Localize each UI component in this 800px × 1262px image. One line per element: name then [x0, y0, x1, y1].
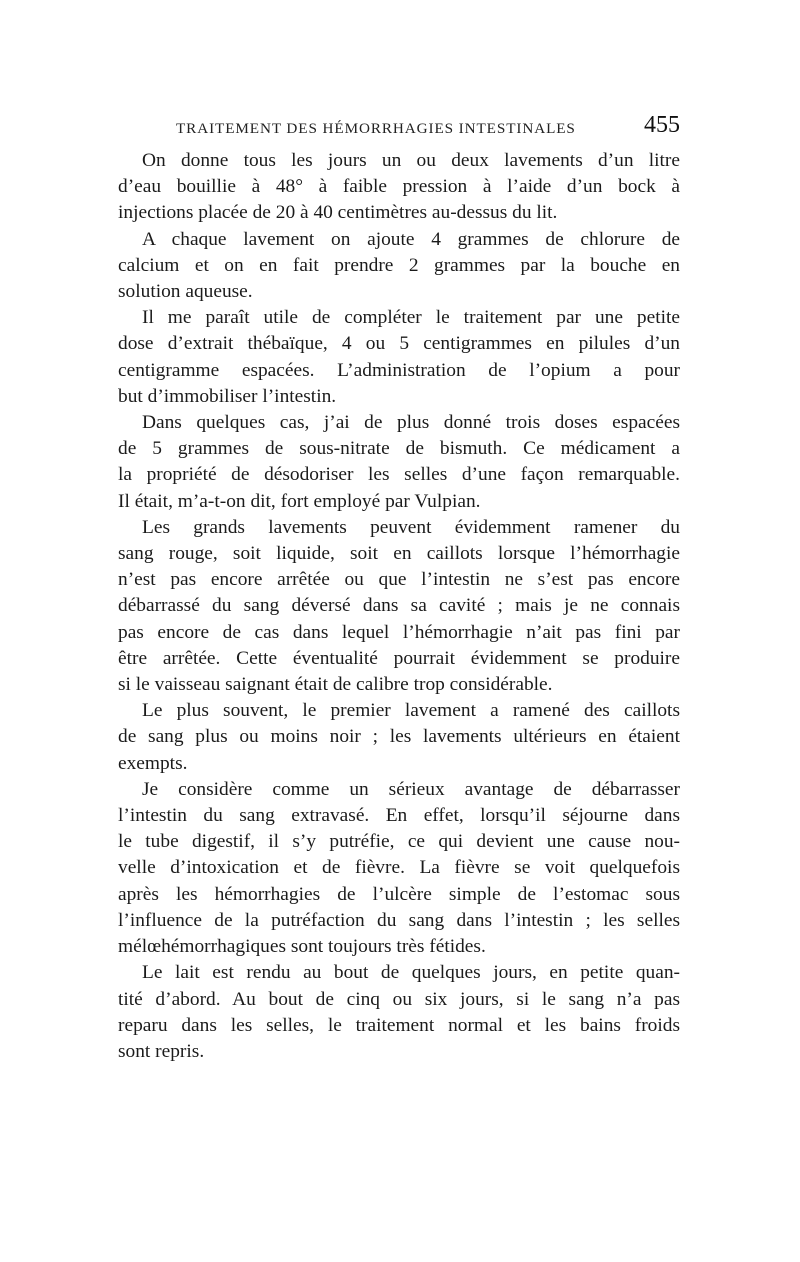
body-text [118, 148, 680, 1065]
text-line: Le plus souvent, le premier lavement a ramené des caillots [142, 700, 680, 722]
text-line: Dans quelques cas, j’ai de plus donné trois doses espacées [142, 412, 680, 434]
text-line: Je considère comme un sérieux avantage de débarrasser [142, 778, 680, 800]
text-line: solution aqueuse. [118, 281, 253, 303]
paragraph-8 [118, 960, 680, 1065]
running-head [118, 112, 680, 142]
running-title: TRAITEMENT DES HÉMORRHAGIES INTESTINALES [176, 120, 576, 137]
text-line: l’influence de la putréfaction du sang dans l’intestin ; les selles [118, 909, 680, 931]
text-line: injections placée de 20 à 40 centimètres au-dessus du lit. [118, 202, 558, 224]
text-line: but d’immobiliser l’intestin. [118, 385, 337, 407]
text-line: sont repris. [118, 1040, 205, 1062]
text-line: A chaque lavement on ajoute 4 grammes de chlorure de [142, 228, 680, 250]
text-line: Les grands lavements peuvent évidemment ramener du [142, 516, 680, 538]
text-line: Le lait est rendu au bout de quelques jours, en petite quan- [142, 962, 680, 984]
text-line: de 5 grammes de sous-nitrate de bismuth. Ce médicament a [118, 438, 680, 460]
text-line: le tube digestif, il s’y putréfie, ce qui devient une cause nou- [118, 831, 680, 853]
text-line: dose d’extrait thébaïque, 4 ou 5 centigrammes en pilules d’un [118, 333, 680, 355]
text-line: exempts. [118, 752, 188, 774]
text-line: Il était, m’a-t-on dit, fort employé par Vulpian. [118, 490, 481, 512]
text-line: mélœhémorrhagiques sont toujours très fétides. [118, 936, 486, 958]
text-line: centigramme espacées. L’administration de l’opium a pour [118, 359, 680, 381]
text-line: l’intestin du sang extravasé. En effet, lorsqu’il séjourne dans [118, 805, 680, 827]
text-line: Il me paraît utile de compléter le traitement par une petite [142, 307, 680, 329]
paragraph-3 [118, 305, 680, 410]
text-line: reparu dans les selles, le traitement normal et les bains froids [118, 1014, 680, 1036]
paragraph-4 [118, 410, 680, 515]
text-line: si le vaisseau saignant était de calibre trop considérable. [118, 674, 553, 696]
text-line: de sang plus ou moins noir ; les lavements ultérieurs en étaient [118, 726, 680, 748]
page-number: 455 [644, 112, 680, 138]
paragraph-1 [118, 148, 680, 227]
text-line: velle d’intoxication et de fièvre. La fièvre se voit quelquefois [118, 857, 680, 879]
paragraph-5 [118, 515, 680, 698]
paragraph-2 [118, 227, 680, 306]
text-line: être arrêtée. Cette éventualité pourrait évidemment se produire [118, 647, 680, 669]
text-line: la propriété de désodoriser les selles d’une façon remarquable. [118, 464, 680, 486]
paragraph-7 [118, 777, 680, 960]
text-line: pas encore de cas dans lequel l’hémorrhagie n’ait pas fini par [118, 621, 680, 643]
text-line: calcium et on en fait prendre 2 grammes par la bouche en [118, 254, 680, 276]
text-line: tité d’abord. Au bout de cinq ou six jours, si le sang n’a pas [118, 988, 680, 1010]
text-line: d’eau bouillie à 48° à faible pression à l’aide d’un bock à [118, 176, 680, 198]
text-line: sang rouge, soit liquide, soit en caillots lorsque l’hémorrhagie [118, 543, 680, 565]
text-line: On donne tous les jours un ou deux lavements d’un litre [142, 150, 680, 171]
text-line: débarrassé du sang déversé dans sa cavité ; mais je ne connais [118, 595, 680, 617]
paragraph-6 [118, 698, 680, 777]
text-line: après les hémorrhagies de l’ulcère simple de l’estomac sous [118, 883, 680, 905]
text-line: n’est pas encore arrêtée ou que l’intestin ne s’est pas encore [118, 569, 680, 591]
